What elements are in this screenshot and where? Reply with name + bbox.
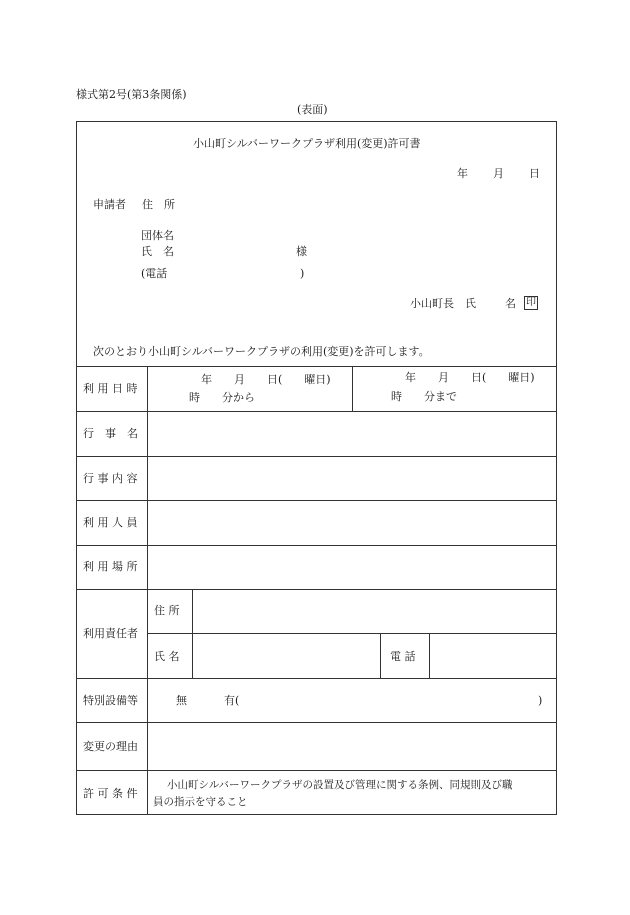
- rule-responsible-split: [147, 633, 557, 634]
- equipment-none: 無: [176, 694, 187, 707]
- label-event-name: 行 事 名: [83, 427, 138, 440]
- form-id: 様式第2号(第3条関係): [76, 88, 187, 101]
- conditions-line-1: 小山町シルバーワークプラザの設置及び管理に関する条例、同規則及び職: [167, 779, 513, 791]
- permit-statement: 次のとおり小山町シルバーワークプラザの利用(変更)を許可します。: [93, 345, 430, 358]
- label-change-reason: 変更の理由: [83, 740, 138, 753]
- responsible-address-label: 住 所: [154, 604, 180, 617]
- equipment-yes-close: ): [538, 694, 543, 707]
- from-date: 年 月 日( 曜日): [201, 373, 331, 386]
- issuer-title: 小山町長 氏: [410, 297, 476, 310]
- rule-label-column: [147, 366, 148, 815]
- applicant-group-label: 団体名: [141, 229, 174, 242]
- label-responsible: 利用責任者: [83, 627, 138, 640]
- seal-mark: 印: [526, 297, 536, 308]
- label-usage-place: 利 用 場 所: [83, 560, 138, 573]
- responsible-name-label: 氏 名: [154, 650, 180, 663]
- applicant-address-label: 住 所: [142, 198, 175, 211]
- rule-after-equipment: [76, 722, 557, 723]
- rule-after-responsible: [76, 678, 557, 679]
- applicant-phone-close: ): [300, 267, 305, 280]
- label-conditions: 許 可 条 件: [83, 787, 138, 800]
- rule-after-people: [76, 545, 557, 546]
- to-time: 時 分まで: [391, 390, 457, 403]
- rule-after-event-name: [76, 456, 557, 457]
- rule-after-event-content: [76, 500, 557, 501]
- rule-after-change-reason: [76, 770, 557, 771]
- rule-datetime-split: [352, 366, 353, 411]
- to-date: 年 月 日( 曜日): [405, 371, 535, 384]
- applicant-honorific: 様: [296, 245, 307, 258]
- label-usage-datetime: 利 用 日 時: [83, 382, 138, 395]
- rule-after-datetime: [76, 411, 557, 412]
- equipment-yes-open: 有(: [224, 694, 240, 707]
- permit-form-frame: [76, 121, 557, 815]
- label-usage-people: 利 用 人 員: [83, 516, 138, 529]
- rule-responsible-sublabel: [192, 589, 193, 678]
- rule-after-place: [76, 589, 557, 590]
- rule-phone-label-right: [429, 633, 430, 678]
- conditions-line-2: 員の指示を守ること: [153, 796, 248, 808]
- date-year: 年: [457, 167, 468, 180]
- form-title: 小山町シルバーワークプラザ利用(変更)許可書: [193, 137, 421, 150]
- issuer-name-label: 名: [505, 297, 516, 310]
- date-day: 日: [529, 167, 540, 180]
- label-event-content: 行 事 内 容: [83, 472, 138, 485]
- side-label: (表面): [297, 103, 328, 116]
- applicant-name-label: 氏 名: [141, 245, 174, 258]
- rule-phone-label-left: [380, 633, 381, 678]
- from-time: 時 分から: [189, 391, 255, 404]
- rule-table-top: [76, 366, 557, 367]
- date-month: 月: [493, 167, 504, 180]
- label-special-equipment: 特別設備等: [83, 694, 138, 707]
- applicant-label: 申請者: [93, 198, 126, 211]
- applicant-phone-open: (電話: [141, 267, 168, 280]
- responsible-phone-label: 電 話: [390, 650, 416, 663]
